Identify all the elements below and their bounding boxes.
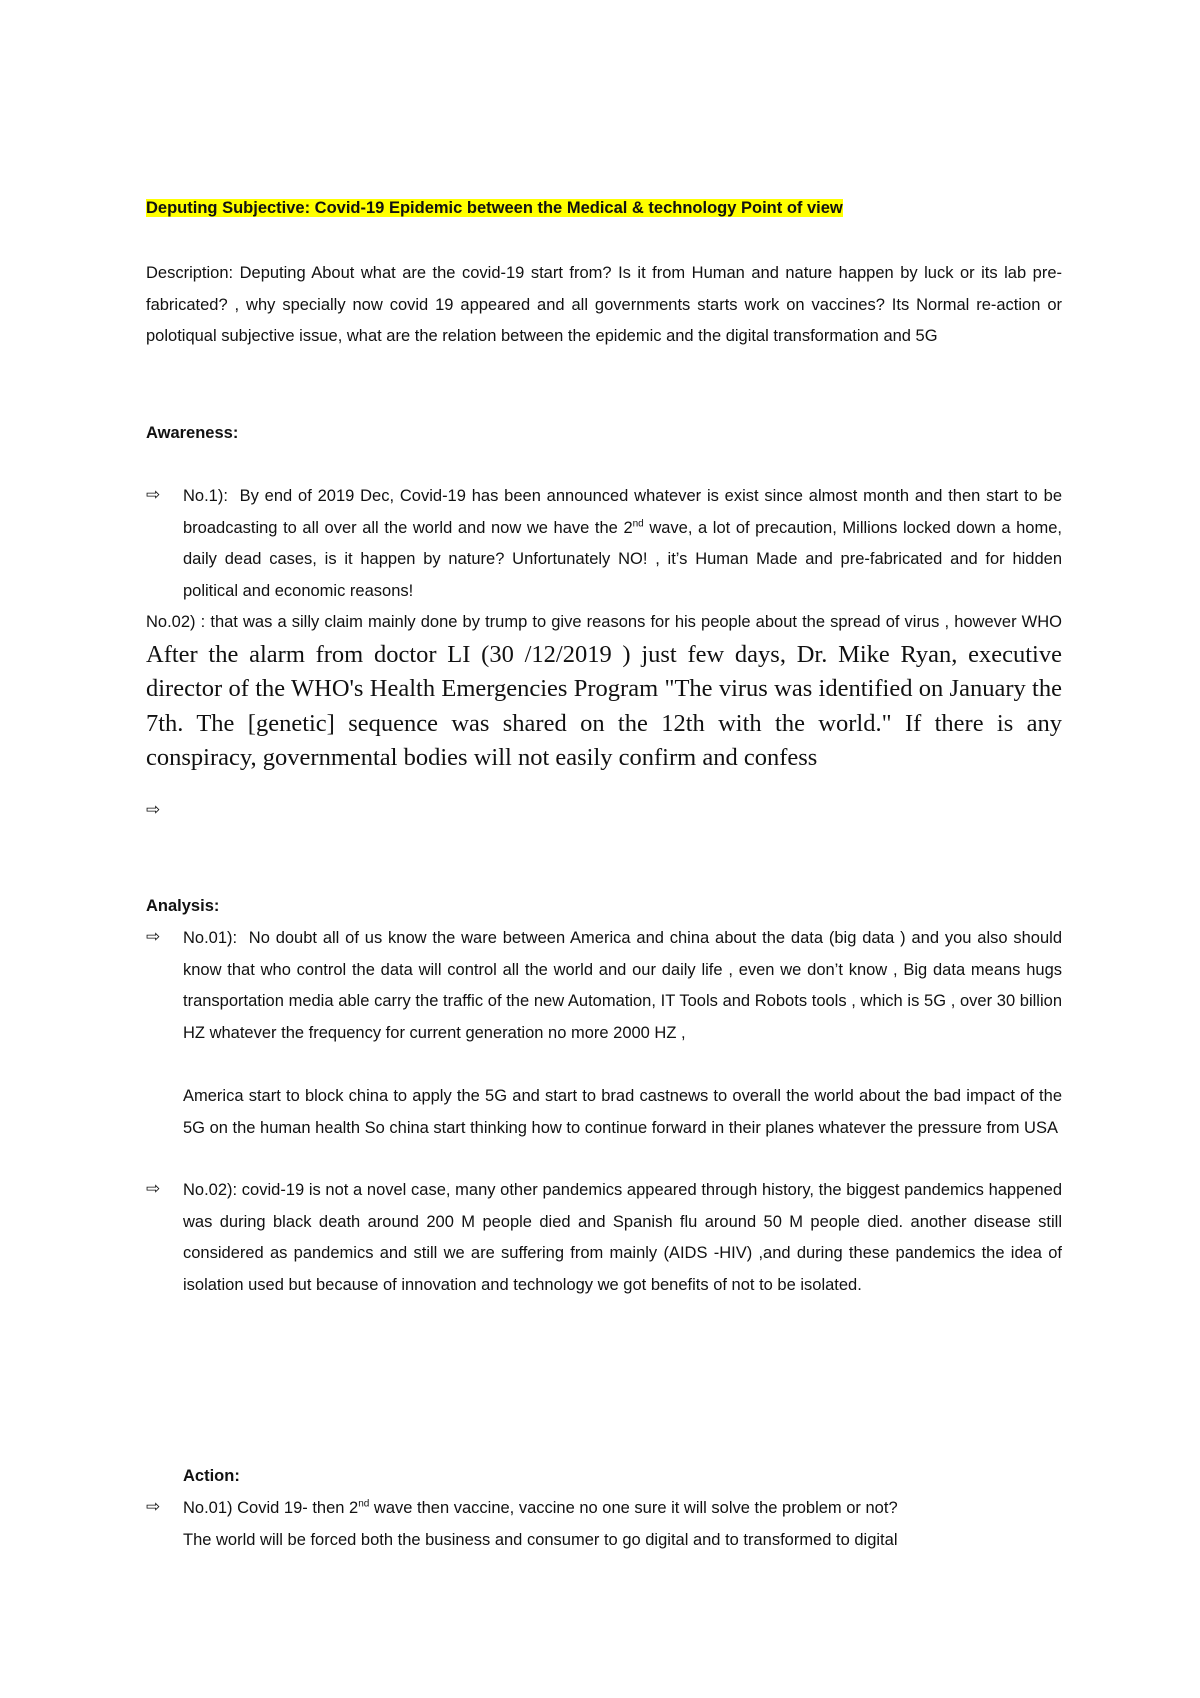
awareness-item-2 — [146, 607, 1062, 777]
awareness-item-1 — [183, 481, 1062, 607]
awareness-item-1-sup: nd — [632, 518, 644, 529]
arrow-icon: ⇨ — [146, 800, 161, 820]
analysis-item-1-label: No.01): — [183, 929, 238, 947]
action-item-1-text-b: wave then vaccine, vaccine no one sure it will solve the problem or not? — [373, 1499, 898, 1517]
awareness-item-1-text-a: By end of 2019 Dec, Covid-19 has been announced whatever is exist since almost month and then start to be broadcasting to all over all the world and now we have the 2 — [183, 487, 1062, 537]
awareness-item-1-label: No.1): — [183, 487, 228, 505]
action-item-1-label: No.01) — [183, 1499, 233, 1517]
description-paragraph: Description: Deputing About what are the covid-19 start from? Is it from Human and nature happen by luck or its lab pre-fabricated? , why specially now covid 19 appeared and all governments starts work on vaccines? Its Normal re-action or polotiqual subjective issue, what are the relation between the epidemic and the digital transformation and 5G — [146, 264, 1062, 345]
document-title — [146, 196, 843, 220]
arrow-icon: ⇨ — [146, 1497, 161, 1517]
analysis-item-1-continued: America start to block china to apply the 5G and start to brad castnews to overall the world about the bad impact of the 5G on the human health So china start thinking how to continue forward in their planes whatever the pressure from USA — [183, 1087, 1062, 1137]
arrow-icon: ⇨ — [146, 1179, 161, 1199]
awareness-heading: Awareness: — [146, 424, 239, 442]
action-item-1-text-c: The world will be forced both the business and consumer to go digital and to transformed to digital — [183, 1530, 898, 1549]
action-item-1-sup: nd — [358, 1498, 370, 1510]
analysis-heading: Analysis: — [146, 897, 220, 915]
action-item-1-text-a: Covid 19- then 2 — [237, 1499, 359, 1517]
analysis-item-1-text-a: No doubt all of us know the ware between America and china about the data (big data ) and you also should know that who control the data will control all the world and our daily life , even we don’t know , Big data means hugs transportation media able carry the traffic of the new Automation, IT Tools and Robots tools , which is 5G , over 30 billion HZ whatever the frequency for current generation no more 2000 HZ , — [183, 929, 1063, 1042]
analysis-item-2 — [183, 1175, 1062, 1301]
awareness-item-2-text-big: After the alarm from doctor LI (30 /12/2019 ) just few days, Dr. Mike Ryan, executive director of the WHO's Health Emergencies Program "The virus was identified on January the 7th. The [genetic] sequence was shared on the 12th with the world." If there is any conspiracy, governmental bodies will not easily confirm and confess — [146, 640, 1062, 771]
action-item-1 — [183, 1493, 1062, 1556]
action-heading: Action: — [183, 1467, 240, 1485]
analysis-item-1 — [183, 923, 1062, 1049]
awareness-item-1-text-b: wave, a lot of precaution, Millions locked down a home, daily dead cases, is it happen by nature? Unfortunately NO! , it’s Human Made and pre-fabricated and for hidden political and economic reasons! — [183, 518, 1062, 600]
awareness-item-2-label: No.02) : — [146, 613, 206, 631]
analysis-item-2-text: covid-19 is not a novel case, many other pandemics appeared through history, the biggest pandemics happened was during black death around 200 M people died and Spanish flu around 50 M people died. another disease still considered as pandemics and still we are suffering from mainly (AIDS -HIV) ,and during these pandemics the idea of isolation used but because of innovation and technology we got benefits of not to be isolated. — [183, 1181, 1062, 1294]
arrow-icon: ⇨ — [146, 485, 161, 505]
title-highlight: Deputing Subjective: Covid-19 Epidemic between the Medical & technology Point of view — [146, 199, 843, 217]
arrow-icon: ⇨ — [146, 927, 161, 947]
awareness-item-2-text-small: that was a silly claim mainly done by trump to give reasons for his people about the spread of virus , however WHO — [210, 613, 1063, 631]
analysis-item-2-label: No.02): — [183, 1181, 238, 1199]
